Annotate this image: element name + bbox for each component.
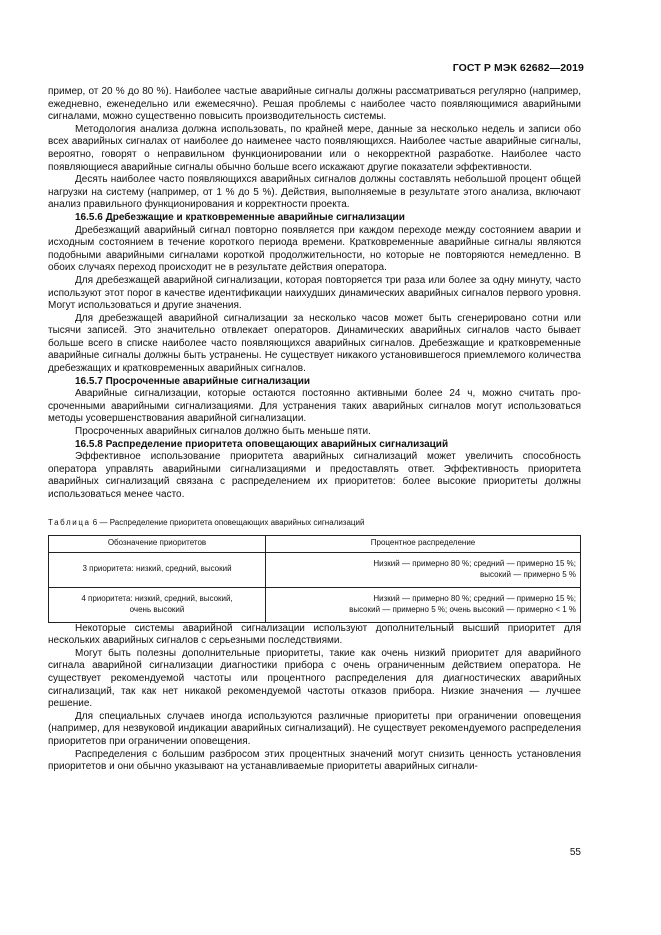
- paragraph: Методология анализа должна использовать, по крайней мере, данные за несколько недель и записи обо всех аварийных сигналах от наиболее до наименее часто появляющихся. Наиболее частые аварийные сигналы, вероятно, говорят о неправильном функционировании или о некорректной разработке. Наиболее часто появляющиеся аварийные сигналы обычно больше всего искажают другие показатели эффективности.: [48, 123, 581, 173]
- section-heading-16-5-8: 16.5.8 Распределение приоритета оповещающих аварийных сигнализаций: [75, 438, 449, 450]
- table-caption-word: Таблица: [48, 517, 91, 527]
- paragraph: Распределения с большим разбросом этих процентных значений могут снизить ценность установления приоритетов и они обычно указывают на устанавливаемые приоритеты аварийных сигнали-: [48, 748, 581, 773]
- section-heading-16-5-6: 16.5.6 Дребезжащие и кратковременные аварийные сигнализации: [75, 211, 405, 223]
- priority-line: 4 приоритета: низкий, средний, высокий,: [81, 594, 233, 604]
- paragraph: Дребезжащий аварийный сигнал повторно появляется при каждом переходе между состоянием аварии и исходным состоянием в течение короткого периода времени. Кратковременные аварийные сигналы являются подобными аварийными сигналами короткой продолжительности, но которые не повторяются немедленно. В обоих случаях переход происходит не в результате действия оператора.: [48, 224, 581, 274]
- page-number: 55: [569, 847, 581, 858]
- priority-distribution-table: [48, 535, 581, 623]
- paragraph: пример, от 20 % до 80 %). Наиболее частые аварийные сигналы должны рассматриваться регулярно (например, ежедневно, еженедельно или ежемесячно). Решая проблемы с наиболее часто появляющимися аварийными сигналами, можно существенно повысить производительность системы.: [48, 86, 581, 123]
- distribution-line: высокий — примерно 5 %: [480, 569, 576, 579]
- priority-cell: [49, 587, 266, 622]
- paragraph: Могут быть полезны дополнительные приоритеты, такие как очень низкий приоритет для аварийного сигнала аварийной сигнализации диагностики прибора с очень ограниченным действием оператора. Не существует рекомендуемой частоты или процентного распределения для диагностических аварийных сигнализаций, так как нет никакой рекомендуемой частоты отказов прибора. Низкие значения — лучшее решение.: [48, 647, 581, 710]
- page-body: [48, 86, 581, 774]
- column-header-priority: Обозначение приоритетов: [49, 535, 266, 552]
- paragraph: Некоторые системы аварийной сигнализации используют дополнительный высший приоритет для нескольких аварийных сигналов с серьезными последствиями.: [48, 622, 581, 647]
- paragraph: Просроченных аварийных сигналов должно быть меньше пяти.: [75, 426, 371, 438]
- paragraph: Для дребезжащей аварийной сигнализации за несколько часов может быть сгенерировано сотни или тысячи записей. Это значительно отвлекает операторов. Динамических аварийных сигналов часто бывает больше всего в списке наиболее часто появляющихся аварийных сигналов. Дребезжащие и кратковременные аварийные сигналы должны быть устранены. Не существует никакого установившегося приемлемого количества дребезжащих и кратковременных аварийных сигналов.: [48, 312, 581, 375]
- table-caption-title: 6 — Распределение приоритета оповещающих аварийных сигнализаций: [90, 517, 365, 527]
- priority-line: очень высокий: [129, 604, 185, 614]
- distribution-line: высокий — примерно 5 %; очень высокий — примерно < 1 %: [349, 604, 576, 614]
- document-header: ГОСТ Р МЭК 62682—2019: [452, 62, 584, 74]
- distribution-cell: [266, 587, 581, 622]
- paragraph: Для специальных случаев иногда используются различные приоритеты при ограничении оповещения (например, для незвуковой индикации аварийных сигнализаций). Не существует рекомендуемого распределения приоритетов при ограничении оповещения.: [48, 710, 581, 747]
- distribution-line: Низкий — примерно 80 %; средний — примерно 15 %;: [373, 559, 576, 569]
- table-row: [49, 552, 581, 587]
- distribution-line: Низкий — примерно 80 %; средний — примерно 15 %;: [373, 594, 576, 604]
- paragraph: Для дребезжащей аварийной сигнализации, которая повторяется три раза или более за одну минуту, часто используют этот порог в качестве идентификации наихудших динамических аварийных сигналов первого уровня. Могут использоваться и другие значения.: [48, 274, 581, 312]
- table-header-row: [49, 535, 581, 552]
- column-header-distribution: Процентное распределение: [266, 535, 581, 552]
- table-row: [49, 587, 581, 622]
- priority-cell: 3 приоритета: низкий, средний, высокий: [49, 552, 266, 587]
- paragraph: Десять наиболее часто появляющихся аварийных сигналов должны составлять небольшой процент общей нагрузки на систему (например, от 1 % до 5 %). Действия, выполняемые в результате этого анализа, включают анализ правильного функционирования и корректности проекта.: [48, 174, 581, 211]
- section-heading-16-5-7: 16.5.7 Просроченные аварийные сигнализации: [75, 375, 310, 387]
- paragraph: Аварийные сигнализации, которые остаются постоянно активными более 24 ч, можно считать просроченными аварийными сигнализациями. Для устранения таких аварийных сигналов могут использоваться методы усовершенствования аварийной сигнализации.: [48, 388, 581, 425]
- distribution-cell: [266, 552, 581, 587]
- table-caption: [48, 518, 581, 528]
- paragraph: Эффективное использование приоритета аварийных сигнализаций может увеличить способность оператора управлять аварийными сигнализациями и предоставлять ответ. Эффективность приоритета аварийных сигнализаций связана с распределением их приоритетов: более высокие приоритеты должны использоваться менее часто.: [48, 451, 581, 500]
